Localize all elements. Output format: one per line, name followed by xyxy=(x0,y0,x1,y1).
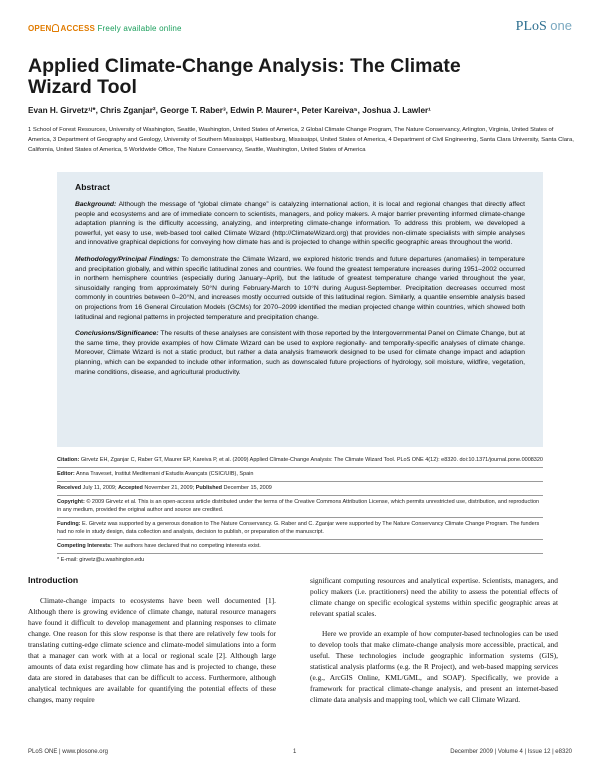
body-right-column xyxy=(310,575,558,715)
competing-label: Competing Interests: xyxy=(57,543,113,549)
copyright-text: © 2009 Girvetz et al. This is an open-access article distributed under the terms of the Creative Commons Attribution License, which permits unrestricted use, distribution, and reproduction in any medium, provided the original author and source are credited. xyxy=(57,499,540,513)
conclusions-lead: Conclusions/Significance: xyxy=(75,330,159,338)
editor-row xyxy=(57,468,543,482)
introduction-heading: Introduction xyxy=(28,575,79,585)
body-paragraph: Here we provide an example of how computer-based technologies can be used to develop tools that make climate-change analysis more accessible, practical, and useful. These technologies include geographic information systems (GIS), statistical analysis platforms (e.g. the R Project), and web-based mapping services (e.g., ArcGIS Online, KML/GML, and SOAP). Specifically, we provide a framework for practical climate-change analysis, and present an internet-based climate data analysis and mapping tool, which we call Climate Wizard. xyxy=(310,629,558,705)
competing-interests-row xyxy=(57,540,543,554)
abstract-background xyxy=(75,200,525,248)
published-label: Published xyxy=(195,485,223,491)
citation-label: Citation: xyxy=(57,457,80,463)
dates-row xyxy=(57,482,543,496)
open-lock-icon xyxy=(52,24,59,32)
copyright-label: Copyright: xyxy=(57,499,85,505)
funding-label: Funding: xyxy=(57,521,81,527)
funding-text: E. Girvetz was supported by a generous donation to The Nature Conservancy. G. Raber and C. Zganjar were supported by The Nature Conservancy Climate Change Program. The funders had no role in study design, data collection and analysis, decision to publish, or preparation of the manuscript. xyxy=(57,521,540,535)
introduction-paragraph: Climate-change impacts to ecosystems have been well documented [1]. Although there is growing evidence of climate change, natural resource managers have found it difficult to develop management and planning responses to climate change. One reason for this slow response is that there are relatively few tools for translating cutting-edge climate science and climate-model simulations into a form that a manager can work with at a local or regional scale [2]. Although large amounts of data exist regarding how climate has and is projected to change, these data are stored in databases that can be difficult to access. Furthermore, although analytical techniques are available for quantifying the potential effects of these changes, many require xyxy=(28,596,276,705)
footer-issue: December 2009 | Volume 4 | Issue 12 | e8320 xyxy=(450,749,572,755)
body-left-column xyxy=(28,575,276,715)
email-row xyxy=(57,554,543,567)
body-paragraph-continued: significant computing resources and analytical expertise. Scientists, managers, and policy makers (i.e. practitioners) need the ability to assess the potential effects of climate change on specific ecological systems within specific geographic areas at relevant spatial scales. xyxy=(310,576,558,619)
background-text: Although the message of “global climate change” is catalyzing international action, it is local and regional changes that directly affect people and ecosystems and are of immediate concern to scientists, managers, and policy makers. A major barrier preventing informed climate-change adaptation planning is the difficulty accessing, analyzing, and interpreting climate-change information. To address this problem, we developed a powerful, yet easy to use, web-based tool called Climate Wizard (http://ClimateWizard.org) that provides non-climate specialists with simple analyses and innovative graphical depictions for conveying how climate has and is projected to change within specific geographic areas throughout the world. xyxy=(75,201,525,247)
article-metadata xyxy=(57,454,543,567)
abstract-heading: Abstract xyxy=(75,182,110,192)
accepted-date: November 21, 2009; xyxy=(142,485,196,491)
logo-one-text: one xyxy=(550,18,572,33)
author-list: Evan H. Girvetz¹ʲ*, Chris Zganjar², George T. Raber³, Edwin P. Maurer⁴, Peter Kareiva⁵, Joshua J. Lawler¹ xyxy=(28,106,431,115)
methods-lead: Methodology/Principal Findings: xyxy=(75,255,180,263)
accepted-label: Accepted xyxy=(118,485,143,491)
editor-label: Editor: xyxy=(57,471,75,477)
published-date: December 15, 2009 xyxy=(222,485,272,491)
received-date: July 11, 2009; xyxy=(81,485,119,491)
footer-journal: PLoS ONE | www.plosone.org xyxy=(28,749,108,755)
open-access-badge xyxy=(28,24,182,33)
copyright-row xyxy=(57,496,543,518)
abstract-box xyxy=(57,172,543,447)
author-affiliations: 1 School of Forest Resources, University of Washington, Seattle, Washington, United States of America, 2 Global Climate Change Program, The Nature Conservancy, Arlington, Virginia, United States of America, 3 Department of Geography and Geology, University of Southern Mississippi, Hattiesburg, Mississippi, United States of America, 4 Department of Civil Engineering, Santa Clara University, Santa Clara, California, United States of America, 5 Worldwide Office, The Nature Conservancy, Seattle, Washington, United States of America xyxy=(28,127,574,153)
plos-one-logo xyxy=(516,18,572,35)
citation-text: Girvetz EH, Zganjar C, Raber GT, Maurer EP, Kareiva P, et al. (2009) Applied Climate-Change Analysis: The Climate Wizard Tool. PLoS ONE 4(12): e8320. doi:10.1371/journal.pone.0008320 xyxy=(79,457,543,463)
freely-available-text: Freely available online xyxy=(97,24,182,33)
open-access-suffix: ACCESS xyxy=(60,24,96,33)
citation-row xyxy=(57,454,543,468)
competing-text: The authors have declared that no competing interests exist. xyxy=(112,543,261,549)
abstract-conclusions xyxy=(75,329,525,377)
background-lead: Background: xyxy=(75,201,117,208)
methods-text: To demonstrate the Climate Wizard, we explored historic trends and future departures (anomalies) in temperature and precipitation globally, and within specific latitudinal zones and countries. We found the greatest temperature increases during 1951–2002 occurred in northern hemisphere countries (especially during January–April), but the latitude of greatest temperature change varied throughout the year, sinusoidally ranging from approximately 50°N during February-March to 10°N during August-September. Precipitation decreases occurred most commonly in countries between 0–20°N, and increases mostly occurred outside of this latitudinal region. Similarly, a quantile ensemble analysis based on projections from 16 General Circulation Models (GCMs) for 2070–2099 identified the median projected change within countries, which showed both latitudinal and regional patterns in projected temperature and precipitation change. xyxy=(75,255,526,321)
received-label: Received xyxy=(57,485,82,491)
journal-header xyxy=(28,18,572,42)
logo-plos-text: PLoS xyxy=(515,19,547,34)
article-title: Applied Climate-Change Analysis: The Climate Wizard Tool xyxy=(28,55,461,98)
corresponding-email[interactable]: * E-mail: girvetz@u.washington.edu xyxy=(57,557,145,563)
open-access-prefix: OPEN xyxy=(28,24,52,33)
page-number: 1 xyxy=(293,749,297,755)
abstract-methods xyxy=(75,255,525,322)
conclusions-text: The results of these analyses are consistent with those reported by the Intergovernmental Panel on Climate Change, but at the same time, they provide examples of how Climate Wizard can be used to explore regionally- and temporally-specific analyses of climate change. Moreover, Climate Wizard is not a static product, but rather a data analysis framework designed to be used for climate change impact and adaption planning, which can be expanded to include other information, such as downscaled future projections of hydrology, soil moisture, wildfire, vegetation, marine conditions, disease, and agricultural productivity. xyxy=(75,330,525,376)
funding-row xyxy=(57,518,543,540)
editor-text: Anna Traveset, Institut Mediterrani d’Estudis Avançats (CSIC/UIB), Spain xyxy=(74,471,254,477)
